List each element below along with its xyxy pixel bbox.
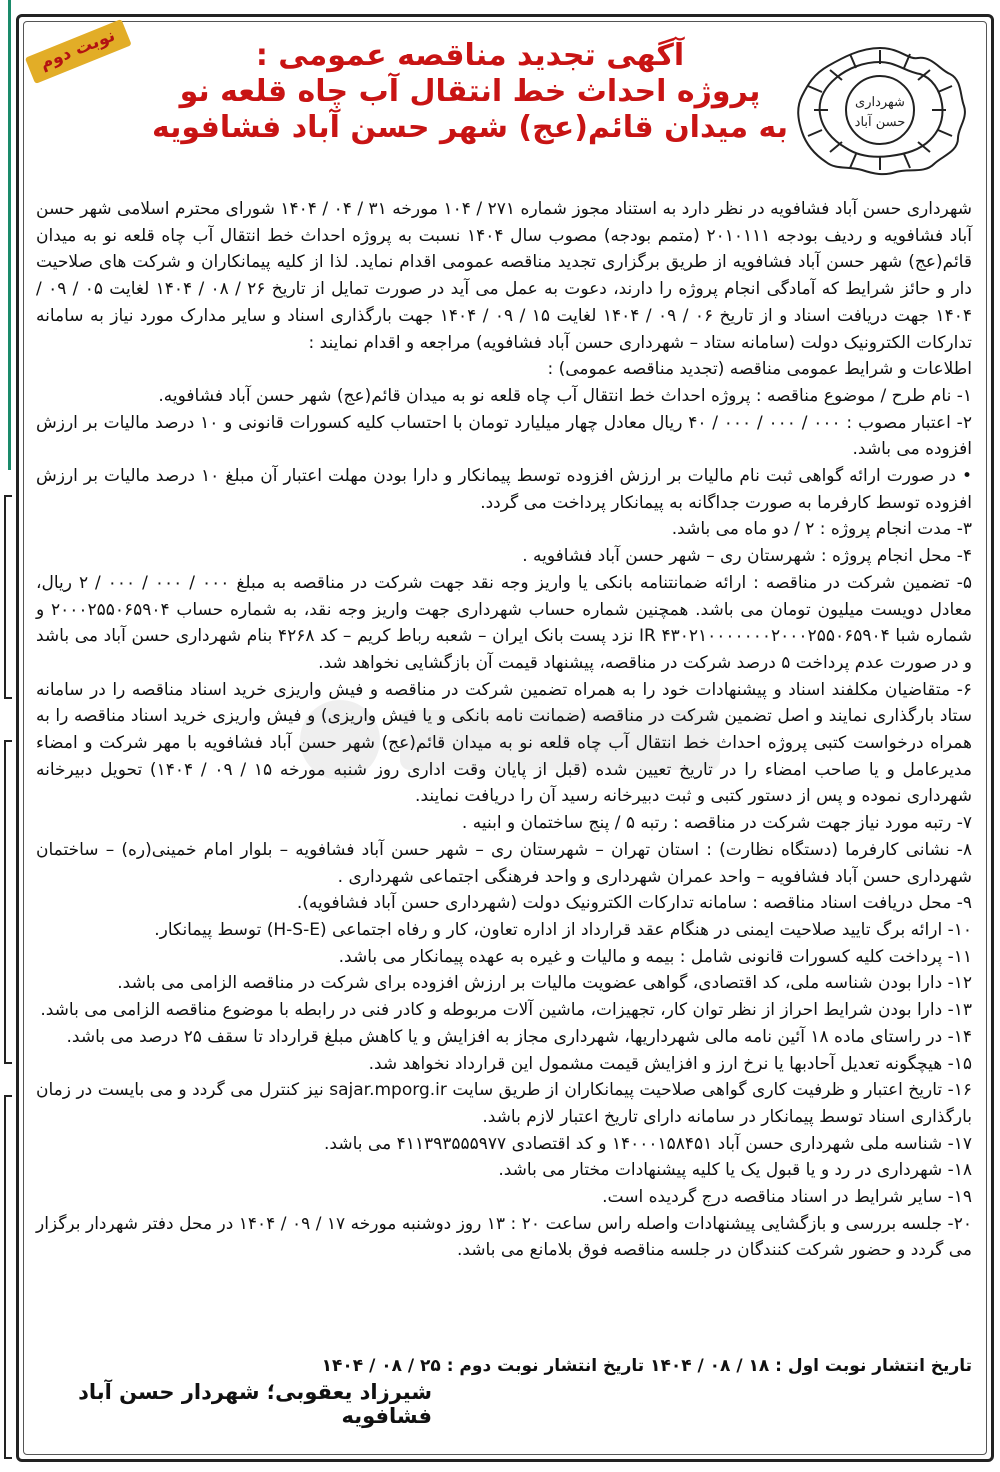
- condition-item: ۱۷- شناسه ملی شهرداری حسن آباد ۱۴۰۰۰۱۵۸۴۵۱ و کد اقتصادی ۴۱۱۳۹۳۵۵۵۹۷۷ می باشد.: [324, 1133, 972, 1154]
- left-divider-segment: [4, 1095, 12, 1459]
- logo-text-bottom: حسن آباد: [854, 115, 906, 130]
- left-divider-segment: [4, 495, 12, 699]
- condition-item: ۱۵- هیچگونه تعدیل آحادبها یا نرخ ارز و افزایش قیمت مشمول این قرارداد نخواهد شد.: [368, 1053, 972, 1074]
- title-line-3: به میدان قائم(عج) شهر حسن آباد فشافویه: [151, 110, 789, 145]
- condition-item: ۲۰- جلسه بررسی و بازگشایی پیشنهادات واصله راس ساعت ۲۰ : ۱۳ روز دوشنبه مورخه ۱۷ / ۰۹ / ۱۴۰۴ در محل دفتر شهردار برگزار می گردد و حضور شرکت کنندگان در جلسه مناقصه فوق بلامانع می باشد.: [36, 1213, 972, 1261]
- badge-label: نوبت دوم: [37, 25, 118, 74]
- left-divider-segment: [4, 740, 12, 1064]
- title-line-1: آگهی تجدید مناقصه عمومی :: [255, 38, 685, 73]
- logo-text-top: شهرداری: [855, 95, 905, 110]
- condition-item: ۵- تضمین شرکت در مناقصه : ارائه ضمانتنامه بانکی یا واریز وجه نقد جهت شرکت در مناقصه به مبلغ ۰۰۰ / ۰۰۰ / ۰۰۰ / ۲ ریال، معادل دویست میلیون تومان می باشد. همچنین شماره حساب شهرداری جهت واریز وجه نقد، به شماره حساب ۲۰۰۰۲۵۵۰۶۵۹۰۴ و شماره شبا IR ۴۳۰۲۱۰۰۰۰۰۰۰۲۰۰۰۲۵۵۰۶۵۹۰۴ نزد پست بانک ایران – شعبه رباط کریم – کد ۴۲۶۸ بنام شهرداری حسن آباد می باشد و در صورت عدم پرداخت ۵ درصد شرکت در مناقصه، پیشنهاد قیمت آن بازگشایی نخواهد شد.: [36, 572, 972, 673]
- condition-item: ۴- محل انجام پروژه : شهرستان ری – شهر حسن آباد فشافویه .: [522, 546, 972, 567]
- condition-item: ۱۳- دارا بودن شرایط احراز از نظر توان کار، تجهیزات، ماشین آلات مربوطه و کادر فنی در رابطه با موضوع مناقصه الزامی می باشد.: [40, 1000, 972, 1021]
- conditions-heading: اطلاعات و شرایط عمومی مناقصه (تجدید مناقصه عمومی) :: [547, 359, 972, 380]
- condition-item: ۲- اعتبار مصوب : ۰۰۰ / ۰۰۰ / ۰۰۰ / ۴۰ ریال معادل چهار میلیارد تومان با احتساب کلیه کسورات قانونی و ۱۰ درصد مالیات بر ارزش افزوده می باشد.: [36, 412, 972, 460]
- municipality-logo: [790, 40, 970, 180]
- intro-paragraph: شهرداری حسن آباد فشافویه در نظر دارد به استناد مجوز شماره ۲۷۱ / ۱۰۴ مورخه ۳۱ / ۰۴ / ۱۴۰۴ شورای محترم اسلامی شهر حسن آباد فشافویه و ردیف بودجه ۲۰۱۰۱۱۱ (متمم بودجه) مصوب سال ۱۴۰۴ نسبت به پروژه احداث خط انتقال آب چاه قلعه نو به میدان قائم(عج) شهر حسن آباد فشافویه از طریق برگزاری تجدید مناقصه عمومی اقدام نماید. لذا از کلیه پیمانکاران و شرکت های صلاحیت دار و حائز شرایط که آمادگی انجام پروژه را دارند، دعوت به عمل می آید در صورت تمایل از تاریخ ۲۶ / ۰۸ / ۱۴۰۴ لغایت ۰۵ / ۰۹ / ۱۴۰۴ جهت دریافت اسناد و از تاریخ ۰۶ / ۰۹ / ۱۴۰۴ لغایت ۱۵ / ۰۹ / ۱۴۰۴ جهت بارگذاری اسناد و سایر مدارک مورد نیاز به سامانه تدارکات الکترونیک دولت (سامانه ستاد – شهرداری حسن آباد فشافویه) مراجعه و اقدام نمایند :: [36, 199, 973, 353]
- publication-dates: تاریخ انتشار نوبت اول : ۱۸ / ۰۸ / ۱۴۰۴ تاریخ انتشار نوبت دوم : ۲۵ / ۰۸ / ۱۴۰۴: [321, 1356, 972, 1376]
- condition-item: ۷- رتبه مورد نیاز جهت شرکت در مناقصه : رتبه ۵ / پنج ساختمان و ابنیه .: [461, 813, 972, 834]
- condition-item: ۱۲- دارا بودن شناسه ملی، کد اقتصادی، گواهی عضویت مالیات بر ارزش افزوده برای شرکت در مناقصه الزامی می باشد.: [117, 973, 972, 994]
- ad-body: [36, 196, 972, 1264]
- left-page-edge: [0, 0, 16, 1472]
- condition-item: ۹- محل دریافت اسناد مناقصه : سامانه تدارکات الکترونیک دولت (شهرداری حسن آباد فشافویه).: [296, 893, 972, 914]
- condition-item: ۱- نام طرح / موضوع مناقصه : پروژه احداث خط انتقال آب چاه قلعه نو به میدان قائم(عج) شهر حسن آباد فشافویه.: [158, 385, 972, 406]
- condition-item: ۱۴- در راستای ماده ۱۸ آئین نامه مالی شهرداریها، شهرداری مجاز به افزایش و یا کاهش مبلغ قرارداد تا سقف ۲۵ درصد می باشد.: [66, 1026, 972, 1047]
- condition-item: ۱۰- ارائه برگ تایید صلاحیت ایمنی در هنگام عقد قرارداد از اداره تعاون، کار و رفاه اجتماعی (H-S-E) توسط پیمانکار.: [154, 919, 972, 940]
- condition-item: ۶- متقاضیان مکلفند اسناد و پیشنهادات خود را به همراه تضمین شرکت در مناقصه و فیش واریزی خرید اسناد مناقصه را در سامانه ستاد بارگذاری نمایند و اصل تضمین شرکت در مناقصه (ضمانت نامه بانکی و یا فیش واریزی) و فیش واریزی خرید اسناد مناقصه را به همراه درخواست کتبی پروژه احداث خط انتقال آب چاه قلعه نو به میدان قائم(عج) شهر حسن آباد فشافویه با مهر شرکت و امضاء مدیرعامل و یا صاحب امضاء را در تاریخ تعیین شده (قبل از پایان وقت اداری روز شنبه مورخه ۱۵ / ۰۹ / ۱۴۰۴) تحویل دبیرخانه شهرداری نموده و پس از دستور کتبی و ثبت دبیرخانه رسید آن را دریافت نمایند.: [36, 679, 972, 807]
- title-line-2: پروژه احداث خط انتقال آب چاه قلعه نو: [179, 74, 761, 109]
- ad-title: [150, 38, 790, 146]
- condition-item: ۸- نشانی کارفرما (دستگاه نظارت) : استان تهران – شهرستان ری – شهر حسن آباد فشافویه – بلوار امام خمینی(ره) – ساختمان شهرداری حسن آباد فشافویه – واحد عمران شهرداری و واحد فرهنگی اجتماعی شهرداری .: [36, 839, 972, 887]
- condition-note: • در صورت ارائه گواهی ثبت نام مالیات بر ارزش افزوده توسط پیمانکار و دارا بودن مهلت اعتبار آن مبلغ ۱۰ درصد مالیات بر ارزش افزوده توسط کارفرما به صورت جداگانه به پیمانکار پرداخت می گردد.: [36, 466, 972, 513]
- mayor-signature: شیرزاد یعقوبی؛ شهردار حسن آباد فشافویه: [78, 1380, 432, 1428]
- condition-item: ۱۹- سایر شرایط در اسناد مناقصه درج گردیده است.: [602, 1187, 972, 1208]
- condition-item: ۱۸- شهرداری در رد و یا قبول یک یا کلیه پیشنهادات مختار می باشد.: [498, 1160, 972, 1181]
- condition-item: ۳- مدت انجام پروژه : ۲ / دو ماه می باشد.: [671, 519, 972, 540]
- condition-item: ۱۶- تاریخ اعتبار و ظرفیت کاری گواهی صلاحیت پیمانکاران از طریق سایت sajar.mporg.ir نیز کنترل می گردد و می بایست در زمان بارگذاری اسناد توسط پیمانکار در سامانه دارای تاریخ اعتبار لازم باشد.: [36, 1080, 972, 1127]
- left-accent-bar: [0, 0, 11, 470]
- condition-item: ۱۱- پرداخت کلیه کسورات قانونی شامل : بیمه و مالیات و غیره به عهده پیمانکار می باشد.: [338, 946, 972, 967]
